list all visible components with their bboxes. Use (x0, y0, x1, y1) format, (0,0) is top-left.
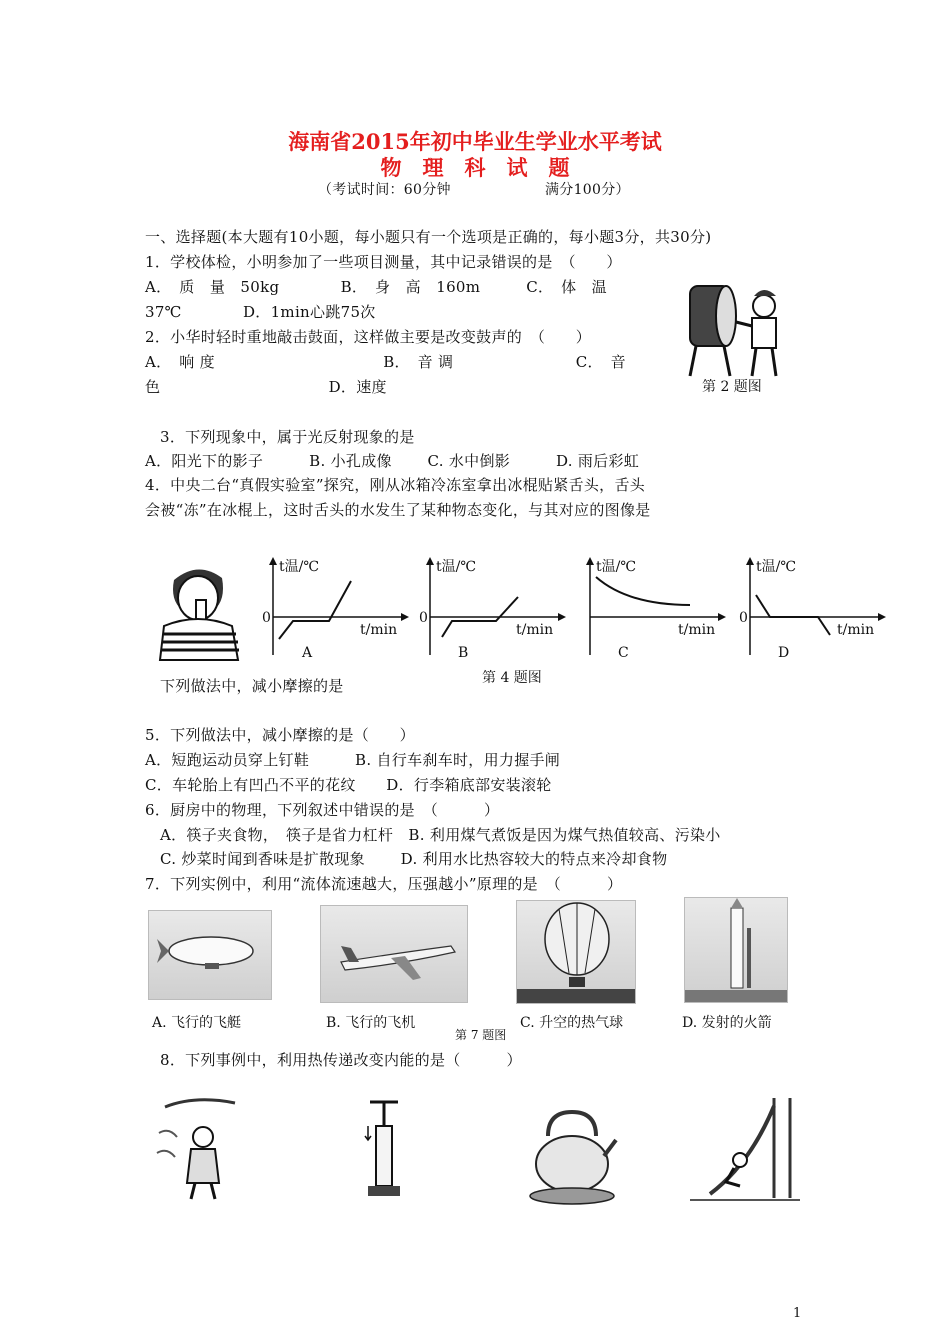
kettle-figure (526, 1096, 618, 1208)
q5-options-b: C．车轮胎上有凹凸不平的花纹 D．行李箱底部安装滚轮 (145, 776, 552, 794)
q7-caption-a: A. 飞行的飞艇 (152, 1015, 242, 1031)
graph-d-xlabel: t/min (837, 622, 875, 638)
airship-photo (148, 910, 272, 1000)
q3-stem: 3．下列现象中，属于光反射现象的是 (160, 428, 415, 446)
graph-c-label: C (618, 645, 629, 661)
graph-d-ylabel: t温/℃ (756, 559, 797, 575)
airplane-icon (321, 906, 467, 1002)
q3-options: A．阳光下的影子 B. 小孔成像 C. 水中倒影 D. 雨后彩虹 (145, 452, 640, 470)
q1-options-a: A． 质 量 50kg B． 身 高 160m C． 体 温 (145, 278, 607, 296)
page-number: 1 (793, 1306, 802, 1321)
q6-stem: 6．厨房中的物理，下列叙述中错误的是 （ ） (145, 801, 500, 819)
rocket-icon (685, 898, 787, 1002)
q7-figure-caption: 第 7 题图 (455, 1028, 507, 1042)
q2-options-a: A． 响 度 B． 音 调 C． 音 (145, 353, 626, 371)
exam-time: （考试时间：60分钟 (318, 182, 451, 198)
q5-options-a: A．短跑运动员穿上钉鞋 B. 自行车刹车时，用力握手闸 (145, 751, 561, 769)
exam-subtitle: 物 理 科 试 题 (380, 155, 570, 180)
graph-a-label: A (302, 645, 313, 661)
q4-stem-1: 4．中央二台“真假实验室”探究，刚从冰箱冷冻室拿出冰棍贴紧舌头，舌头 (145, 476, 646, 494)
q7-caption-d: D. 发射的火箭 (682, 1015, 772, 1031)
q6-options-b: C. 炒菜时闻到香味是扩散现象 D. 利用水比热容较大的特点来冷却食物 (160, 850, 668, 868)
q8-stem: 8．下列事例中，利用热传递改变内能的是（ ） (160, 1051, 522, 1069)
airplane-photo (320, 905, 468, 1003)
cutoff-text: 下列做法中，减小摩擦的是 (160, 677, 344, 695)
q4-figure-caption: 第 4 题图 (482, 670, 542, 686)
graph-a-ylabel: t温/℃ (279, 559, 320, 575)
hot-air-balloon-photo (516, 900, 636, 1004)
q2-figure-caption: 第 2 题图 (702, 379, 762, 395)
graph-a-xlabel: t/min (360, 622, 398, 638)
boy-figure (152, 560, 244, 660)
slide-figure (690, 1094, 800, 1204)
balloon-icon (517, 901, 635, 1003)
q7-caption-b: B. 飞行的飞机 (326, 1015, 416, 1031)
graph-c-xlabel: t/min (678, 622, 716, 638)
section-heading: 一、选择题(本大题有10小题，每小题只有一个选项是正确的，每小题3分，共30分) (145, 228, 712, 246)
cold-wind-man-figure (155, 1093, 253, 1203)
q2-options-b: 色 D．速度 (145, 378, 387, 396)
q1-stem: 1．学校体检，小明参加了一些项目测量，其中记录错误的是 （ ） (145, 253, 622, 271)
q2-stem: 2．小华时轻时重地敲击鼓面，这样做主要是改变鼓声的 （ ） (145, 328, 592, 346)
graph-d-origin: 0 (739, 610, 748, 626)
graph-a-origin: 0 (262, 610, 271, 626)
airship-icon (149, 911, 271, 999)
cutoff-text-clip (160, 676, 344, 695)
q1-options-b: 37℃ D．1min心跳75次 (145, 303, 376, 321)
rocket-photo (684, 897, 788, 1003)
q7-caption-c: C. 升空的热气球 (520, 1015, 624, 1031)
q7-stem: 7．下列实例中，利用“流体流速越大，压强越小”原理的是 （ ） (145, 875, 623, 893)
drum-figure (684, 276, 792, 380)
graph-c-ylabel: t温/℃ (596, 559, 637, 575)
graph-b-origin: 0 (419, 610, 428, 626)
graph-b-label: B (458, 645, 469, 661)
q4-stem-2: 会被“冻”在冰棍上，这时舌头的水发生了某种物态变化，与其对应的图像是 (145, 501, 651, 519)
q5-stem: 5．下列做法中，减小摩擦的是（ ） (145, 726, 415, 744)
graph-b-ylabel: t温/℃ (436, 559, 477, 575)
q6-options-a: A．筷子夹食物， 筷子是省力杠杆 B. 利用煤气煮饭是因为煤气热值较高、污染小 (160, 826, 721, 844)
graph-d-label: D (778, 645, 790, 661)
graph-b-xlabel: t/min (516, 622, 554, 638)
exam-title: 海南省2015年初中毕业生学业水平考试 (288, 129, 662, 154)
exam-full-score: 满分100分） (545, 182, 630, 198)
air-pump-figure (360, 1096, 408, 1200)
